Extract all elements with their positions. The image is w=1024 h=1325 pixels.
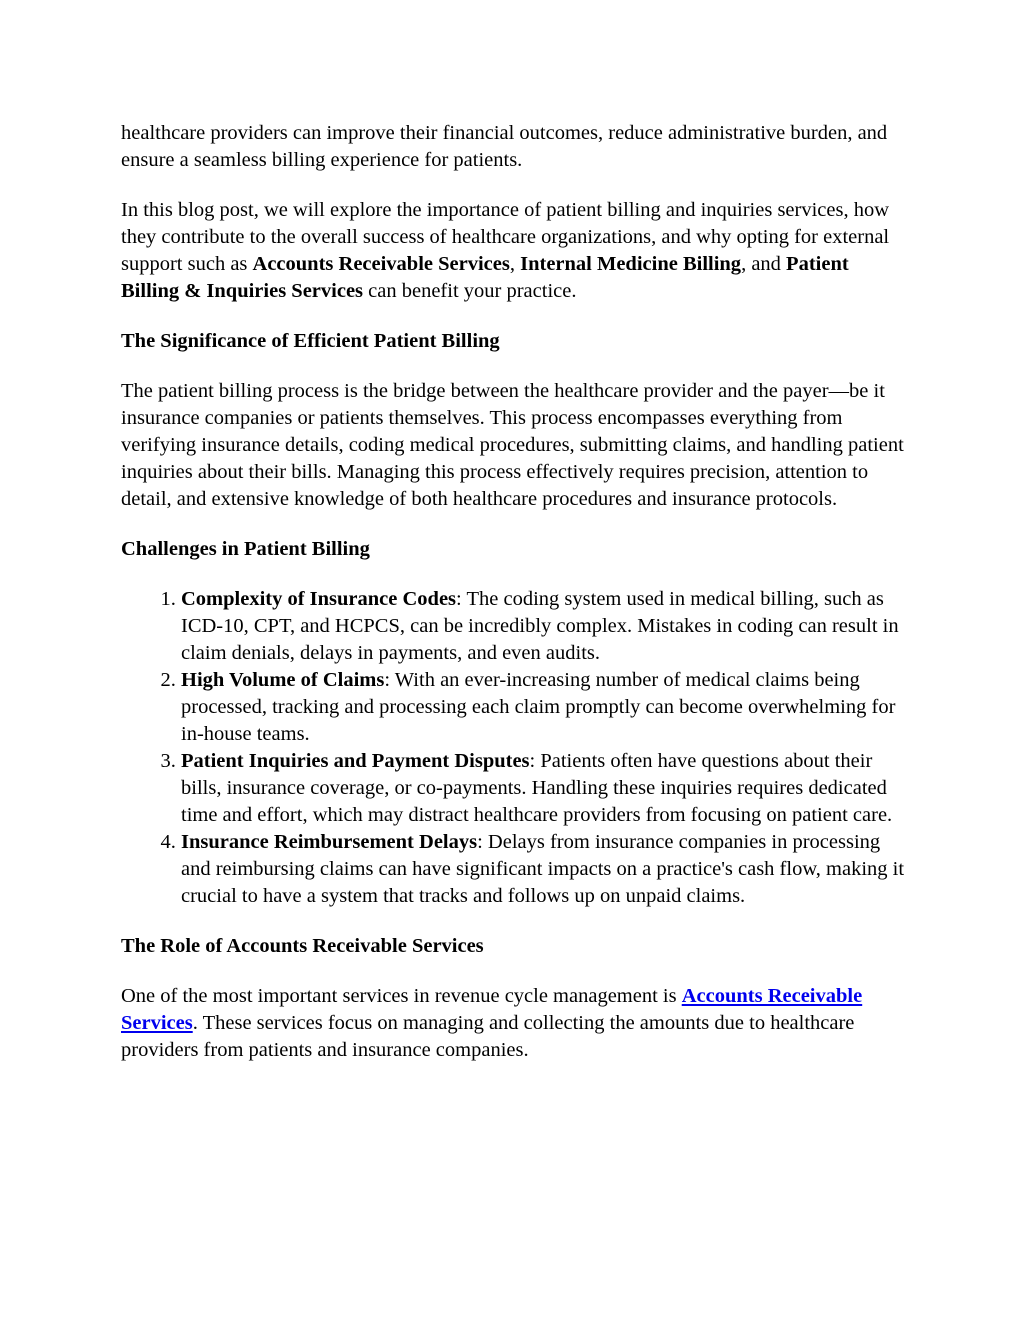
list-item bbox=[181, 667, 911, 748]
list-item-title: High Volume of Claims bbox=[181, 669, 385, 691]
accounts-receivable-link[interactable]: Accounts Receivable Services bbox=[121, 985, 863, 1034]
accounts-receivable-paragraph bbox=[121, 983, 911, 1064]
blog-intro-text-2: , bbox=[509, 253, 521, 275]
list-item-text: : The coding system used in medical billing, such as ICD-10, CPT, and HCPCS, can be incredibly complex. Mistakes in coding can result in claim denials, delays in payments, and even audits. bbox=[181, 588, 899, 664]
list-item-title: Insurance Reimbursement Delays bbox=[181, 831, 478, 853]
intro-paragraph: healthcare providers can improve their financial outcomes, reduce administrative burden, and ensure a seamless billing experience for patients. bbox=[121, 122, 888, 171]
list-item-text: : Delays from insurance companies in processing and reimbursing claims can have significant impacts on a practice's cash flow, making it crucial to have a system that tracks and follows up on unpaid claims. bbox=[181, 831, 905, 907]
section-heading-accounts-receivable: The Role of Accounts Receivable Services bbox=[121, 935, 484, 957]
document-page bbox=[121, 120, 911, 1087]
significance-paragraph: The patient billing process is the bridge between the healthcare provider and the payer—be it insurance companies or patients themselves. This process encompasses everything from verifying insurance details, coding medical procedures, submitting claims, and handling patient inquiries about their bills. Managing this process effectively requires precision, attention to detail, and extensive knowledge of both healthcare procedures and insurance protocols. bbox=[121, 380, 904, 510]
list-item-text: : With an ever-increasing number of medical claims being processed, tracking and processing each claim promptly can become overwhelming for in-house teams. bbox=[181, 669, 896, 745]
blog-intro-bold-patient-billing: Patient Billing & Inquiries Services bbox=[121, 253, 849, 302]
blog-intro-text-4: can benefit your practice. bbox=[363, 280, 577, 302]
list-item bbox=[181, 586, 911, 667]
challenges-list bbox=[121, 586, 911, 910]
ar-text-1: One of the most important services in revenue cycle management is bbox=[121, 985, 682, 1007]
list-item-title: Complexity of Insurance Codes bbox=[181, 588, 457, 610]
section-heading-significance: The Significance of Efficient Patient Billing bbox=[121, 330, 500, 352]
ar-text-2: . These services focus on managing and collecting the amounts due to healthcare providers from patients and insurance companies. bbox=[121, 1012, 855, 1061]
list-item bbox=[181, 829, 911, 910]
blog-intro-bold-accounts-receivable: Accounts Receivable Services bbox=[252, 253, 510, 275]
list-item-text: : Patients often have questions about their bills, insurance coverage, or co-payments. Handling these inquiries requires dedicated time and effort, which may distract healthcare providers from focusing on patient care. bbox=[181, 750, 893, 826]
section-heading-challenges: Challenges in Patient Billing bbox=[121, 538, 370, 560]
blog-intro-paragraph bbox=[121, 197, 911, 305]
blog-intro-text-1: In this blog post, we will explore the importance of patient billing and inquiries services, how they contribute to the overall success of healthcare organizations, and why opting for external support such as bbox=[121, 199, 890, 275]
list-item-title: Patient Inquiries and Payment Disputes bbox=[181, 750, 530, 772]
blog-intro-text-3: , and bbox=[741, 253, 787, 275]
blog-intro-bold-internal-medicine: Internal Medicine Billing bbox=[520, 253, 742, 275]
list-item bbox=[181, 748, 911, 829]
